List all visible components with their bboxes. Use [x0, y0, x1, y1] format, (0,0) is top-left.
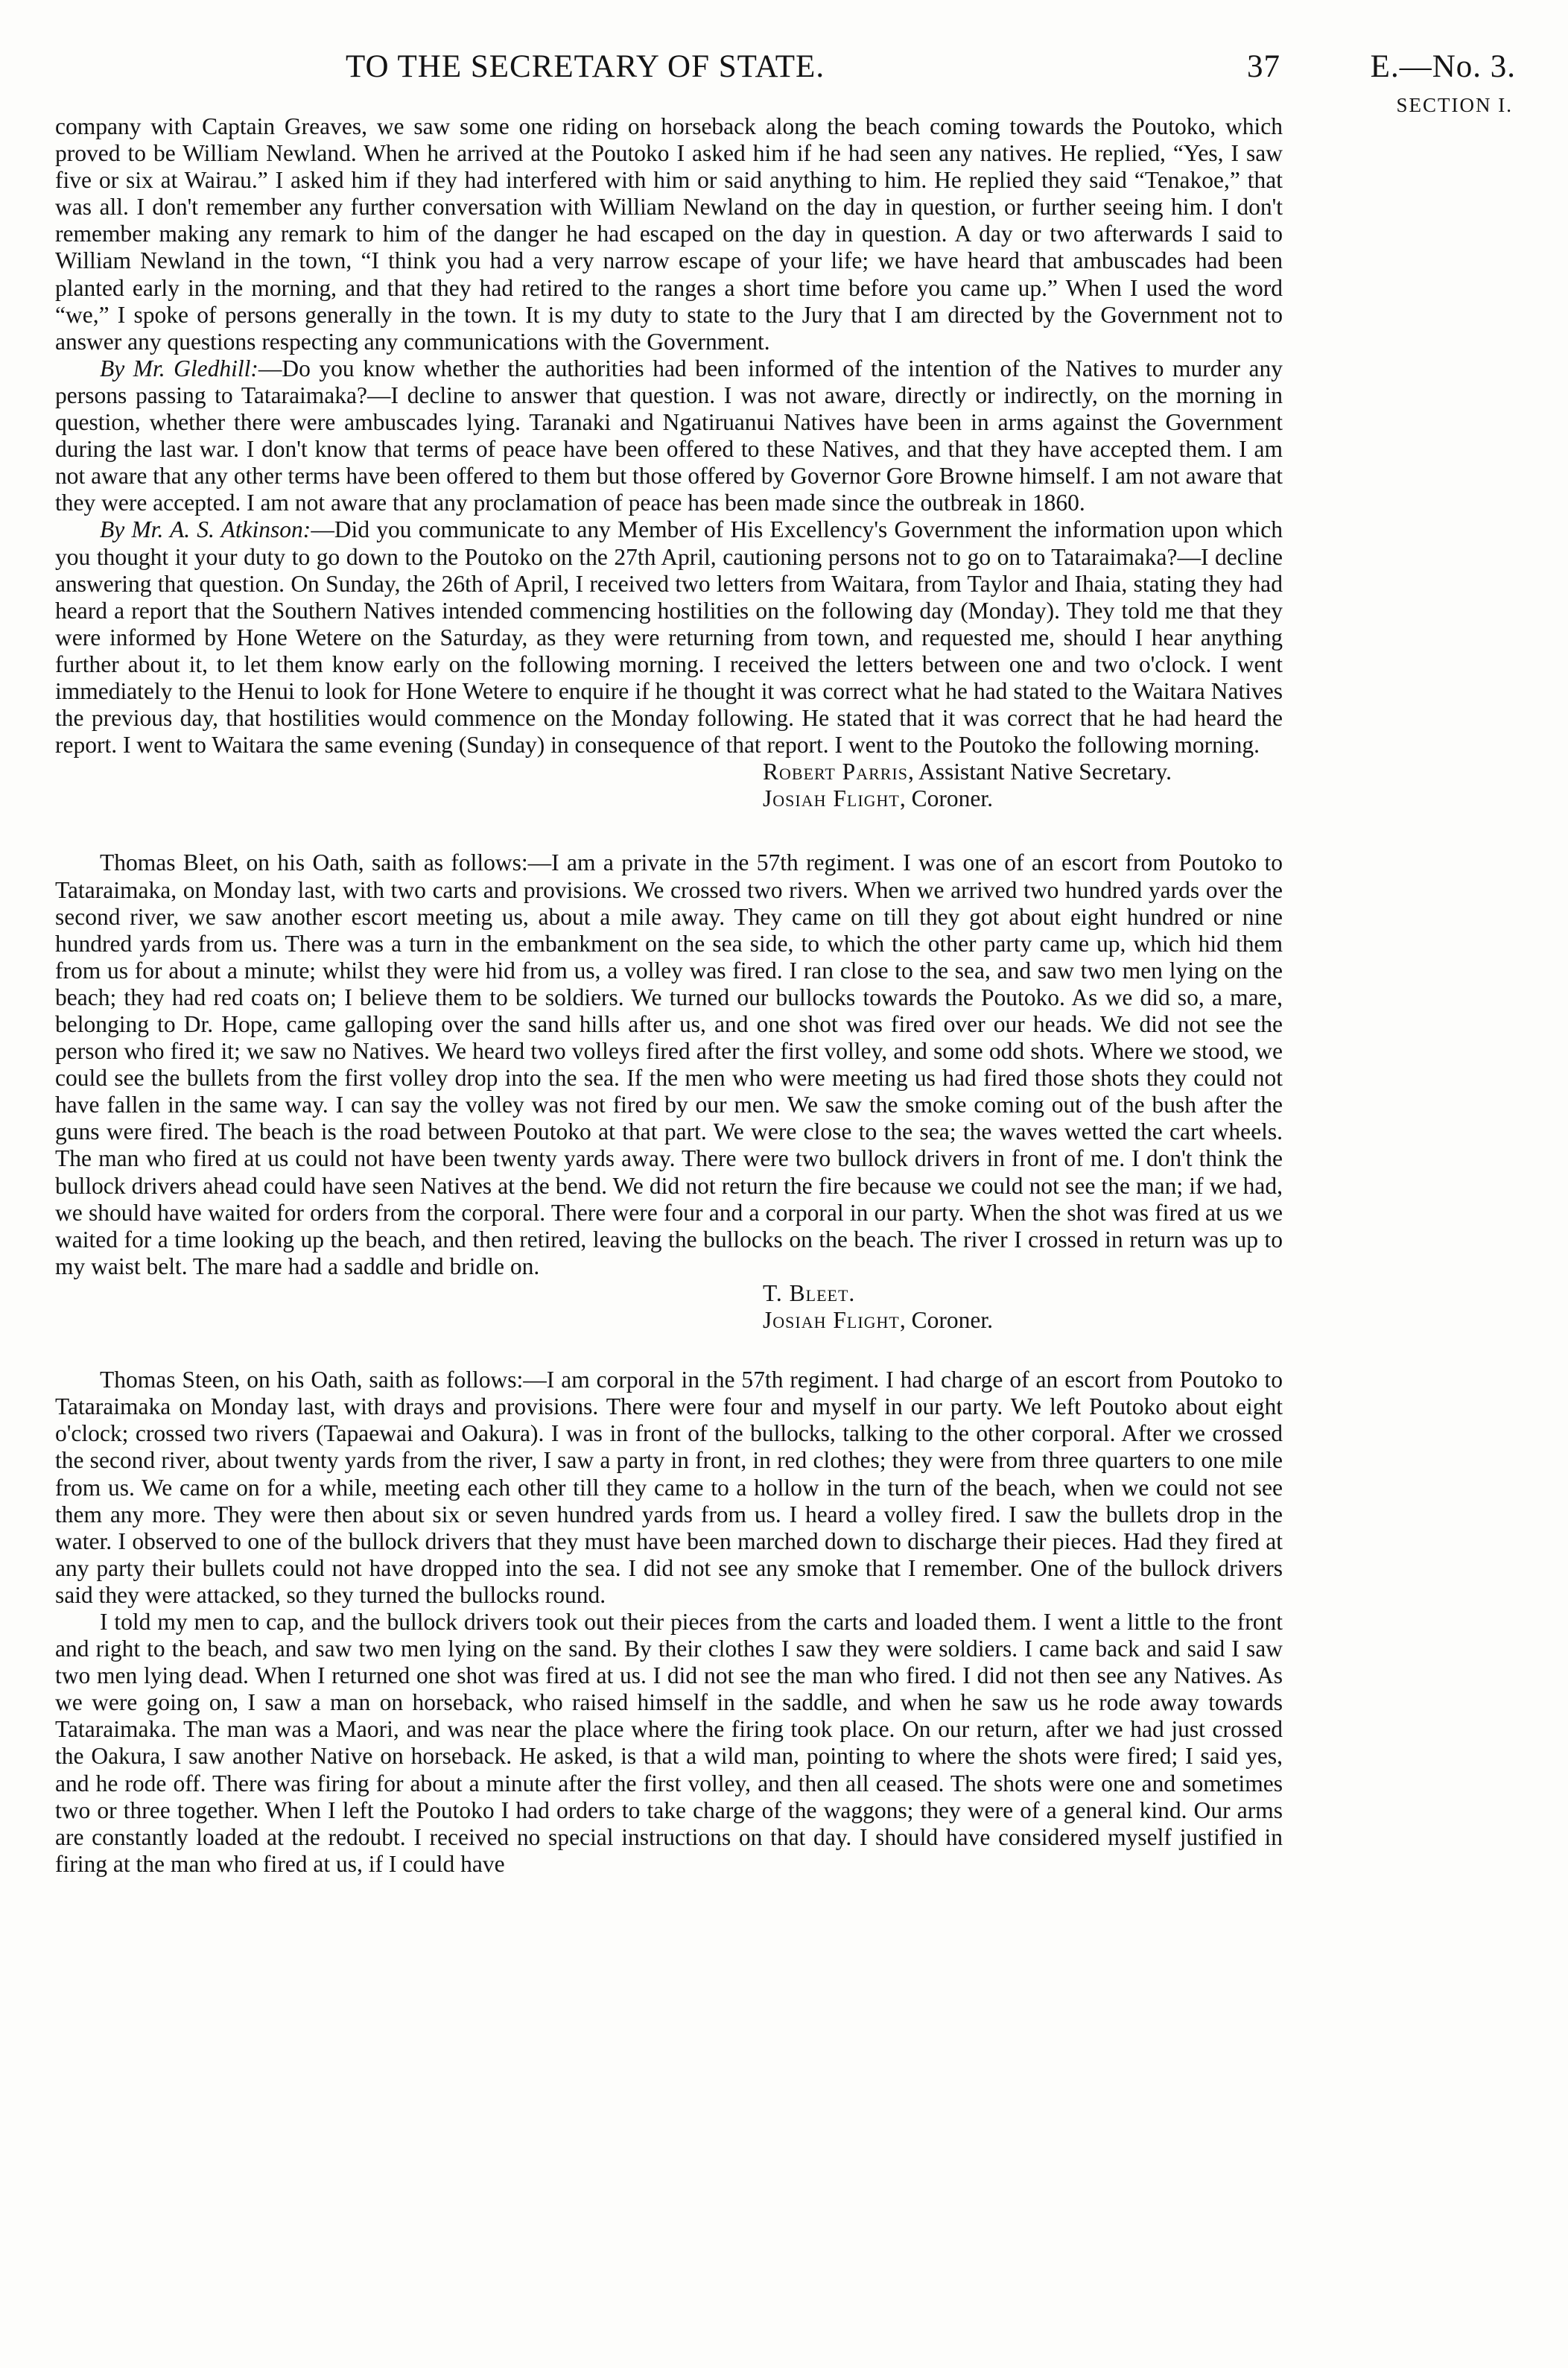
- signatory-name: Josiah Flight: [763, 1307, 900, 1334]
- parris-testimony-paragraph: company with Captain Greaves, we saw some one riding on horseback along the beach coming towards the Poutoko, which proved to be William Newland. When he arrived at the Poutoko I asked him if he had seen any natives. He replied, “Yes, I saw five or six at Wairau.” I asked him if they had interfered with him or said anything to him. He replied they said “Tenakoe,” that was all. I don't remember any further conversation with William Newland on the day in question, or further seeing him. I don't remember making any remark to him of the danger he had escaped on the day in question. A day or two afterwards I said to William Newland in the town, “I think you had a very narrow escape of your life; we have heard that ambuscades had been planted early in the morning, and that they had retired to the ranges a short time before you came up.” When I used the word “we,” I spoke of persons generally in the town. It is my duty to state to the Jury that I am directed by the Government not to answer any questions respecting any communications with the Government.: [55, 113, 1283, 355]
- signature-line: [55, 785, 1283, 812]
- examiner-lead: By Mr. Gledhill:: [100, 355, 258, 382]
- spacer: [55, 812, 1283, 849]
- gledhill-question-paragraph: [55, 355, 1283, 517]
- signatory-name: Josiah Flight: [763, 785, 900, 812]
- signature-line: [55, 1280, 1283, 1307]
- spacer: [55, 1334, 1283, 1367]
- signatory-name: T. Bleet.: [763, 1279, 856, 1306]
- page-number: 37: [1247, 49, 1280, 84]
- signature-line: [55, 759, 1283, 785]
- running-title: TO THE SECRETARY OF STATE.: [346, 49, 825, 84]
- examiner-lead: By Mr. A. S. Atkinson:: [100, 516, 311, 543]
- signatory-role: , Assistant Native Secretary.: [908, 759, 1172, 785]
- section-label: SECTION I.: [1396, 94, 1513, 116]
- signatory-name: Robert Parris: [763, 759, 908, 785]
- signatory-role: , Coroner.: [899, 785, 993, 812]
- steen-testimony-paragraph: I told my men to cap, and the bullock drivers took out their pieces from the carts and loaded them. I went a little to the front and right to the beach, and saw two men lying on the sand. By their clothes I saw they were soldiers. I came back and said I saw two men lying dead. When I returned one shot was fired at us. I did not see the man who fired. I did not then see any Natives. As we were going on, I saw a man on horseback, who raised himself in the saddle, and when he saw us he rode away towards Tataraimaka. The man was a Maori, and was near the place where the firing took place. On our return, after we had just crossed the Oakura, I saw another Native on horseback. He asked, is that a wild man, pointing to where the shots were fired; I said yes, and he rode off. There was firing for about a minute after the first volley, and then all ceased. The shots were one and sometimes two or three together. When I left the Poutoko I had orders to take charge of the waggons; they were of a general kind. Our arms are constantly loaded at the redoubt. I received no special instructions on that day. I should have considered myself justified in firing at the man who fired at us, if I could have: [55, 1608, 1283, 1877]
- steen-testimony-paragraph: Thomas Steen, on his Oath, saith as follows:—I am corporal in the 57th regiment. I had charge of an escort from Poutoko to Tataraimaka on Monday last, with drays and provisions. There were four and myself in our party. We left Poutoko about eight o'clock; crossed two rivers (Tapaewai and Oakura). I was in front of the bullocks, talking to the other corporal. After we crossed the second river, about twenty yards from the river, I saw a party in front, in red clothes; they were from three quarters to one mile from us. We came on for a while, meeting each other till they came to a hollow in the turn of the beach, when we could not see them any more. They were then about six or seven hundred yards from us. I heard a volley fired. I saw the bullets drop in the water. I observed to one of the bullock drivers that they must have been marched down to discharge their pieces. Had they fired at any party their bullets could not have dropped into the sea. I did not see any smoke that I remember. One of the bullock drivers said they were attacked, so they turned the bullocks round.: [55, 1367, 1283, 1608]
- signatory-role: , Coroner.: [899, 1307, 993, 1334]
- document-code: E.—No. 3.: [1370, 49, 1516, 84]
- signature-line: [55, 1307, 1283, 1334]
- paragraph-text: —Did you communicate to any Member of His Excellency's Government the information upon which you thought it your duty to go down to the Poutoko on the 27th April, cautioning persons not to go on to Tataraimaka?—I decline answering that question. On Sunday, the 26th of April, I received two letters from Waitara, from Taylor and Ihaia, stating they had heard a report that the Southern Natives intended commencing hostilities on the following day (Monday). They told me that they were informed by Hone Wetere on the Saturday, as they were returning from town, and requested me, should I hear anything further about it, to let them know early on the following morning. I received the letters between one and two o'clock. I went immediately to the Henui to look for Hone Wetere to enquire if he thought it was correct what he had stated to the Waitara Natives the previous day, that hostilities would commence on the Monday following. He stated that it was correct that he had heard the report. I went to Waitara the same evening (Sunday) in consequence of that report. I went to the Poutoko the following morning.: [55, 516, 1283, 759]
- running-header: [55, 43, 1516, 116]
- paragraph-text: —Do you know whether the authorities had been informed of the intention of the Natives to murder any persons passing to Tataraimaka?—I decline to answer that question. I was not aware, directly or indirectly, on the morning in question, whether there were ambuscades lying. Taranaki and Ngatiruanui Natives have been in arms against the Government during the last war. I don't know that terms of peace have been offered to these Natives, and that they have accepted them. I am not aware that any other terms have been offered to them but those offered by Governor Gore Browne himself. I am not aware that they were accepted. I am not aware that any proclamation of peace has been made since the outbreak in 1860.: [55, 355, 1283, 516]
- atkinson-question-paragraph: [55, 516, 1283, 759]
- bleet-testimony-paragraph: Thomas Bleet, on his Oath, saith as follows:—I am a private in the 57th regiment. I was one of an escort from Poutoko to Tataraimaka, on Monday last, with two carts and provisions. We crossed two rivers. When we arrived two hundred yards over the second river, we saw another escort meeting us, about a mile away. They came on till they got about eight hundred or nine hundred yards from us. There was a turn in the embankment on the sea side, to which the other party came up, which hid them from us for about a minute; whilst they were hid from us, a volley was fired. I ran close to the sea, and saw two men lying on the beach; they had red coats on; I believe them to be soldiers. We turned our bullocks towards the Poutoko. As we did so, a mare, belonging to Dr. Hope, came galloping over the sand hills after us, and one shot was fired over our heads. We did not see the person who fired it; we saw no Natives. We heard two volleys fired after the first volley, and some odd shots. Where we stood, we could see the bullets from the first volley drop into the sea. If the men who were meeting us had fired those shots they could not have fallen in the same way. I can say the volley was not fired by our men. We saw the smoke coming out of the bush after the guns were fired. The beach is the road between Poutoko at that part. We were close to the sea; the waves wetted the cart wheels. The man who fired at us could not have been twenty yards away. There were two bullock drivers in front of me. I don't think the bullock drivers ahead could have seen Natives at the bend. We did not return the fire because we could not see the man; if we had, we should have waited for orders from the corporal. There were four and a corporal in our party. When the shot was fired at us we waited for a time looking up the beach, and then retired, leaving the bullocks on the beach. The river I crossed in return was up to my waist belt. The mare had a saddle and bridle on.: [55, 849, 1283, 1279]
- document-body: [55, 113, 1283, 1878]
